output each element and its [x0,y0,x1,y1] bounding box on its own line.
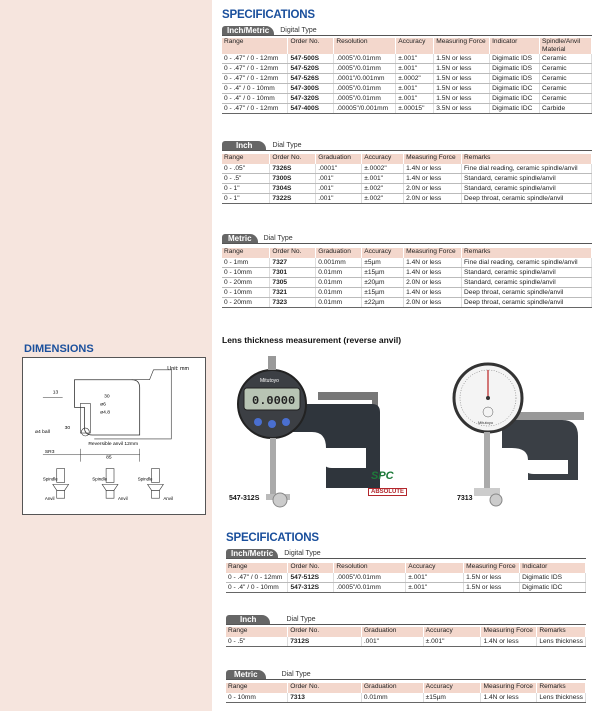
column-header: Accuracy [406,563,464,573]
table-cell: Digimatic IDC [490,94,540,104]
table-cell: 0 - .5" [226,637,288,647]
table-cell: ±.00015" [396,104,434,114]
table-cell: Digimatic IDS [490,64,540,74]
table-cell: Lens thickness [537,693,586,703]
table-cell: ±.001" [396,94,434,104]
column-header: Order No. [288,563,334,573]
inch-metric-digital-table-1 [222,38,592,114]
tab-label: Metric [222,234,258,244]
table-cell: 0 - 1" [222,194,270,204]
table-header-row [226,563,586,573]
metric-dial-table-2 [226,683,586,703]
column-header: Graduation [361,683,423,693]
table-row [222,54,592,64]
column-header: Accuracy [396,38,434,54]
table-cell: 1.5N or less [464,583,520,593]
table-cell: ±.0002" [396,74,434,84]
table-header-row [222,154,592,164]
table-row [222,174,592,184]
table-cell: 0.001mm [316,258,362,268]
table-header-row [226,683,586,693]
table-cell: 7327 [270,258,316,268]
tab-subtitle: Digital Type [284,550,321,557]
unit-label: Unit: mm [167,365,190,372]
table-cell: Standard, ceramic spindle/anvil [462,184,592,194]
digital-button-2 [268,420,276,428]
inch-dial-table-1 [222,154,592,204]
table-row [222,94,592,104]
column-header: Graduation [361,627,423,637]
tab-label: Inch/Metric [226,549,278,559]
table-cell: ±5µm [362,258,404,268]
table-cell: 3.5N or less [434,104,490,114]
table-cell: .0005"/0.01mm [334,64,396,74]
table-cell: 1.4N or less [404,268,462,278]
column-header: Resolution [334,38,396,54]
gauge-images [222,348,592,520]
column-header: Spindle/Anvil Material [540,38,592,54]
label-spindle-2: Spindle [92,476,108,482]
dim-reversible: Reversible anvil 12mm [88,441,139,447]
table-cell: 1.5N or less [434,54,490,64]
table-cell: 0.01mm [316,268,362,278]
column-header: Range [222,248,270,258]
spc-logo: SPC [371,470,394,482]
column-header: Measuring Force [434,38,490,54]
column-header: Range [226,627,288,637]
column-header: Accuracy [362,248,404,258]
table-row [222,84,592,94]
table-cell: ±.002" [362,194,404,204]
digital-spindle [270,438,276,494]
dimension-drawing-svg [23,358,205,514]
frame-outline [75,380,140,435]
column-header: Remarks [462,154,592,164]
column-header: Indicator [490,38,540,54]
table-cell: 1.5N or less [434,64,490,74]
table-cell: 0 - 20mm [222,278,270,288]
tab-subtitle: Dial Type [272,142,302,149]
table-cell: 7312S [288,637,362,647]
table-cell: 0 - 20mm [222,298,270,308]
tab-label: Inch [222,141,266,151]
table-cell: 547-300S [288,84,334,94]
table-cell: ±.001" [362,174,404,184]
table-cell: .001" [316,174,362,184]
table-cell: ±.001" [396,64,434,74]
tab-label: Inch/Metric [222,26,274,36]
label-anvil-2: Anvil [117,496,128,502]
column-header: Remarks [537,683,586,693]
label-spindle-3: Spindle [137,476,153,482]
table-cell: 0.01mm [316,298,362,308]
table-cell: .0005"/0.01mm [334,583,406,593]
table-cell: 1.5N or less [434,94,490,104]
table-cell: 0 - .4" / 0 - 10mm [222,84,288,94]
dim-3: 30 [64,426,71,432]
dim-13: 13 [52,390,59,396]
table-cell: 0 - .5" [222,174,270,184]
column-header: Accuracy [423,683,481,693]
table-cell: 0.01mm [316,288,362,298]
table-cell: 0 - 1" [222,184,270,194]
label-anvil-3: Anvil [163,496,173,502]
lens-title: Lens thickness measurement (reverse anvil) [222,335,402,345]
table-cell: 0 - .47" / 0 - 12mm [226,573,288,583]
column-header: Indicator [520,563,586,573]
spindle-shape [80,403,90,433]
table-cell: 7313 [288,693,362,703]
table-cell: 547-320S [288,94,334,104]
tab-subtitle: Dial Type [281,671,311,678]
digital-readout: 0.0000 [252,394,296,408]
tab-subtitle: Digital Type [280,27,317,34]
dim-85: 85 [106,455,112,461]
table-cell: ±20µm [362,278,404,288]
column-header: Range [226,563,288,573]
specifications-title-1: SPECIFICATIONS [222,9,315,21]
table-cell: 1.4N or less [481,693,537,703]
table-row [226,583,586,593]
table-cell: Digimatic IDS [490,74,540,84]
column-header: Remarks [537,627,586,637]
column-header: Range [222,154,270,164]
dial-gauge-label: 7313 [457,495,473,502]
inch-dial-table-2 [226,627,586,647]
table-cell: Ceramic [540,64,592,74]
table-cell: Digimatic IDS [490,54,540,64]
column-header: Range [226,683,288,693]
table-cell: 7300S [270,174,316,184]
spindle-anvil-3 [148,469,164,499]
table-cell: 7322S [270,194,316,204]
table-cell: 0 - .47" / 0 - 12mm [222,74,288,84]
table-cell: 547-512S [288,573,334,583]
table-cell: Standard, ceramic spindle/anvil [462,268,592,278]
table-cell: 1.4N or less [404,258,462,268]
dial-gauge-illustration [454,364,584,506]
dim-phi6: ø6 [100,402,106,408]
dim-30: 30 [104,394,110,400]
table-row [222,74,592,84]
table-cell: 1.5N or less [434,74,490,84]
table-cell: 0 - .47" / 0 - 12mm [222,104,288,114]
table-cell: Fine dial reading, ceramic spindle/anvil [462,258,592,268]
table-cell: 0 - 1mm [222,258,270,268]
column-header: Resolution [334,563,406,573]
column-header: Graduation [316,154,362,164]
table-cell: 0 - .05" [222,164,270,174]
digital-gauge-illustration [238,356,380,507]
table-cell: ±.001" [406,573,464,583]
table-cell: .0005"/0.01mm [334,84,396,94]
table-cell: ±.0002" [362,164,404,174]
table-row [226,693,586,703]
column-header: Measuring Force [404,248,462,258]
column-header: Measuring Force [404,154,462,164]
column-header: Accuracy [362,154,404,164]
table-cell: Deep throat, ceramic spindle/anvil [462,298,592,308]
tab-label: Metric [226,670,266,680]
table-cell: .0005"/0.01mm [334,94,396,104]
table-row [222,298,592,308]
table-row [222,104,592,114]
table-cell: 2.0N or less [404,278,462,288]
table-row [222,278,592,288]
table-row [222,258,592,268]
label-spindle-1: Spindle [42,476,58,482]
table-cell: .0001" [316,164,362,174]
table-cell: .0005"/0.01mm [334,573,406,583]
table-cell: 0.01mm [316,278,362,288]
column-header: Order No. [270,248,316,258]
table-cell: Lens thickness [537,637,586,647]
table-cell: ±.001" [396,54,434,64]
column-header: Measuring Force [481,627,537,637]
table-row [222,64,592,74]
table-cell: .001" [316,194,362,204]
table-cell: 0 - .47" / 0 - 12mm [222,64,288,74]
spindle-anvil-2 [102,469,118,499]
table-cell: 1.4N or less [404,288,462,298]
absolute-logo: ABSOLUTE [368,488,407,496]
table-cell: 0.01mm [361,693,423,703]
table-cell: Standard, ceramic spindle/anvil [462,278,592,288]
table-cell: Deep throat, ceramic spindle/anvil [462,288,592,298]
table-header-row [226,627,586,637]
column-header: Measuring Force [464,563,520,573]
table-cell: 0 - 10mm [222,268,270,278]
table-cell: 1.4N or less [404,174,462,184]
table-cell: ±.001" [423,637,481,647]
table-cell: 547-400S [288,104,334,114]
table-cell: Deep throat, ceramic spindle/anvil [462,194,592,204]
column-header: Order No. [288,683,362,693]
table-cell: ±22µm [362,298,404,308]
table-cell: .001" [316,184,362,194]
dial-spindle [484,432,490,492]
table-cell: Digimatic IDC [490,84,540,94]
left-sidebar [0,0,212,711]
dim-phi48: ø4.8 [100,410,111,416]
dial-brand: Mitutoyo [478,420,494,425]
table-cell: 2.0N or less [404,194,462,204]
table-row [226,573,586,583]
digital-brand: Mitutoyo [260,378,279,384]
table-cell: 1.5N or less [434,84,490,94]
table-cell: ±.002" [362,184,404,194]
table-cell: 7301 [270,268,316,278]
table-cell: Fine dial reading, ceramic spindle/anvil [462,164,592,174]
tab-subtitle: Dial Type [286,616,316,623]
table-cell: 0 - 10mm [226,693,288,703]
table-cell: ±15µm [362,268,404,278]
table-cell: Ceramic [540,84,592,94]
table-cell: 7304S [270,184,316,194]
table-cell: ±15µm [423,693,481,703]
column-header: Order No. [288,627,362,637]
table-cell: ±.001" [406,583,464,593]
table-cell: 547-312S [288,583,334,593]
table-cell: .001" [361,637,423,647]
table-cell: 0 - .4" / 0 - 10mm [226,583,288,593]
column-header: Graduation [316,248,362,258]
table-header-row [222,248,592,258]
dimensions-drawing [22,357,206,515]
table-cell: 7326S [270,164,316,174]
table-cell: 547-526S [288,74,334,84]
table-row [222,268,592,278]
table-cell: Digimatic IDC [520,583,586,593]
table-cell: 0 - .47" / 0 - 12mm [222,54,288,64]
column-header: Accuracy [423,627,481,637]
table-cell: .0005"/0.01mm [334,54,396,64]
table-cell: Digimatic IDC [490,104,540,114]
table-cell: 2.0N or less [404,184,462,194]
table-row [222,288,592,298]
table-row [226,637,586,647]
dim-sr3: SR3 [44,449,55,455]
inch-metric-digital-table-2 [226,563,586,593]
table-cell: ±15µm [362,288,404,298]
table-cell: Ceramic [540,54,592,64]
table-cell: .0001"/0.001mm [334,74,396,84]
table-cell: .00005"/0.001mm [334,104,396,114]
column-header: Remarks [462,248,592,258]
table-cell: ±.001" [396,84,434,94]
label-anvil-1: Anvil [44,496,55,502]
table-row [222,194,592,204]
specifications-title-2: SPECIFICATIONS [226,532,319,544]
tab-label: Inch [226,615,270,625]
table-header-row [222,38,592,54]
table-cell: 547-500S [288,54,334,64]
table-cell: 0 - .4" / 0 - 10mm [222,94,288,104]
table-cell: 547-520S [288,64,334,74]
table-cell: 1.4N or less [404,164,462,174]
table-cell: Ceramic [540,94,592,104]
digital-button-3 [282,418,290,426]
digital-button-1 [254,418,262,426]
table-row [222,164,592,174]
table-cell: 7323 [270,298,316,308]
metric-dial-table-1 [222,248,592,308]
table-cell: 1.4N or less [481,637,537,647]
table-cell: 7321 [270,288,316,298]
table-cell: 0 - 10mm [222,288,270,298]
table-cell: Ceramic [540,74,592,84]
gauge-illustrations [222,348,592,520]
table-cell: 2.0N or less [404,298,462,308]
table-cell: 7305 [270,278,316,288]
dim-ball: ø4 ball [35,430,50,436]
column-header: Order No. [270,154,316,164]
table-cell: 1.5N or less [464,573,520,583]
column-header: Order No. [288,38,334,54]
table-cell: Digimatic IDS [520,573,586,583]
table-cell: Carbide [540,104,592,114]
tab-subtitle: Dial Type [263,235,293,242]
dimensions-title: DIMENSIONS [24,343,94,355]
column-header: Range [222,38,288,54]
digital-gauge-label: 547-312S [229,495,260,502]
table-cell: Standard, ceramic spindle/anvil [462,174,592,184]
column-header: Measuring Force [481,683,537,693]
spindle-anvil-1 [53,469,69,499]
table-row [222,184,592,194]
